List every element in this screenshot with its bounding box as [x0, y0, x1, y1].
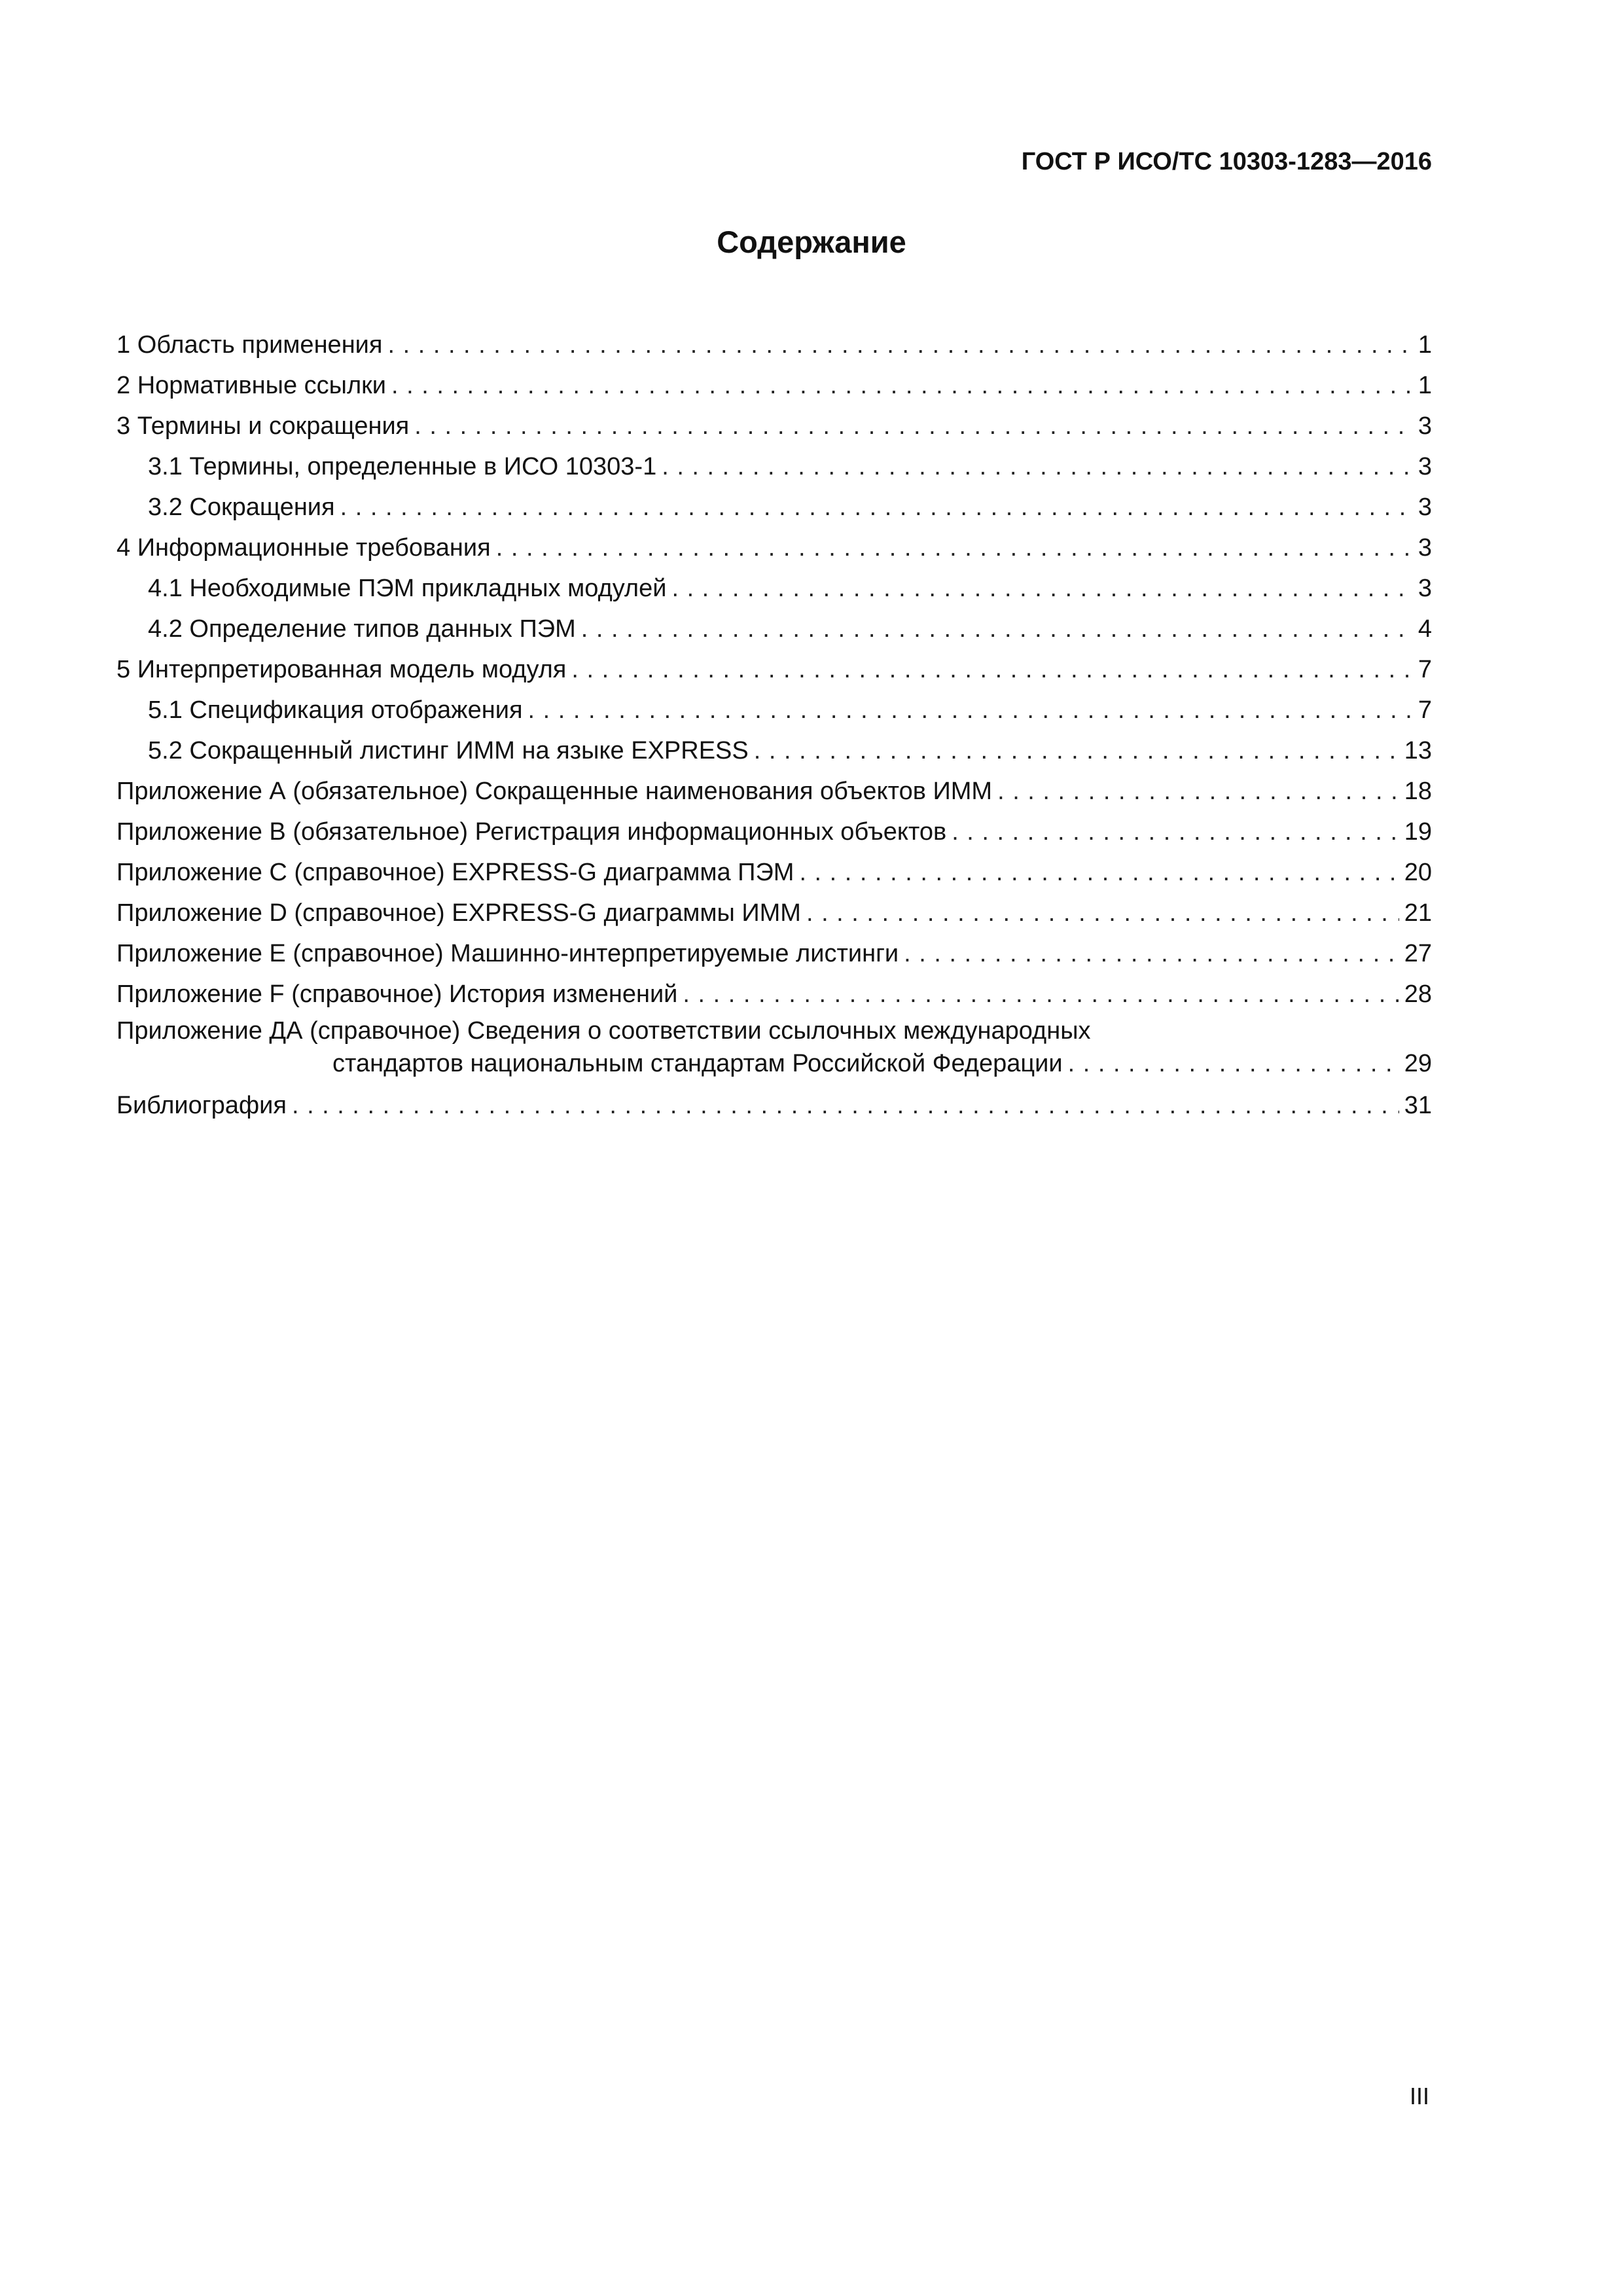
- toc-entry-label-line1: Приложение ДА (справочное) Сведения о соответствии ссылочных международных: [116, 1017, 1091, 1045]
- toc-entry[interactable]: [116, 730, 1432, 771]
- toc-entry-label: Библиография: [116, 1092, 287, 1119]
- toc-entry-page: 20: [1404, 859, 1432, 886]
- toc-dot-leader: [683, 974, 1399, 1014]
- toc-dot-leader: [997, 771, 1399, 812]
- toc-entry-label: Приложение F (справочное) История изменений: [116, 980, 678, 1008]
- toc-dot-leader: [754, 730, 1399, 771]
- toc-entry-page: 21: [1404, 899, 1432, 927]
- toc-entry-page: 3: [1418, 534, 1432, 562]
- page-title: Содержание: [717, 224, 906, 259]
- toc-entry[interactable]: [116, 446, 1432, 487]
- toc-entry-label: 2 Нормативные ссылки: [116, 372, 386, 399]
- toc-entry-label: 5 Интерпретированная модель модуля: [116, 656, 567, 683]
- toc-entry-label: 5.1 Спецификация отображения: [148, 696, 523, 724]
- toc-entry[interactable]: [116, 487, 1432, 528]
- toc-entry-page: 1: [1418, 331, 1432, 359]
- toc-entry-label: 3 Термины и сокращения: [116, 412, 410, 440]
- toc-dot-leader: [662, 446, 1413, 487]
- toc-entry[interactable]: [116, 568, 1432, 609]
- toc-entry-page: 19: [1404, 818, 1432, 846]
- toc-entry-page: 7: [1418, 656, 1432, 683]
- toc-entry-page: 18: [1404, 778, 1432, 805]
- page-number: III: [1409, 2083, 1429, 2109]
- toc-entry-label-line2: стандартов национальным стандартам Российской Федерации: [332, 1050, 1063, 1077]
- toc-dot-leader: [571, 649, 1413, 690]
- toc-dot-leader: [671, 568, 1412, 609]
- toc-entry-label: 3.1 Термины, определенные в ИСО 10303-1: [148, 453, 657, 480]
- toc-entry-page: 31: [1404, 1092, 1432, 1119]
- table-of-contents: [116, 325, 1432, 1126]
- toc-dot-leader: [414, 406, 1413, 446]
- toc-entry[interactable]: [116, 974, 1432, 1014]
- toc-entry-page: 1: [1418, 372, 1432, 399]
- toc-entry-page: 4: [1418, 615, 1432, 643]
- toc-entry-label: Приложение А (обязательное) Сокращенные наименования объектов ИММ: [116, 778, 993, 805]
- toc-entry[interactable]: [116, 649, 1432, 690]
- toc-entry-label: Приложение D (справочное) EXPRESS-G диаграммы ИММ: [116, 899, 801, 927]
- toc-dot-leader: [292, 1085, 1399, 1126]
- toc-entry-page: 29: [1404, 1050, 1432, 1077]
- toc-entry[interactable]: [116, 406, 1432, 446]
- toc-entry[interactable]: [116, 852, 1432, 893]
- toc-entry[interactable]: [116, 771, 1432, 812]
- toc-entry[interactable]: [116, 528, 1432, 568]
- toc-entry[interactable]: [116, 609, 1432, 649]
- toc-dot-leader: [391, 365, 1413, 406]
- toc-entry-page: 13: [1404, 737, 1432, 764]
- toc-entry-page: 3: [1418, 575, 1432, 602]
- toc-dot-leader: [806, 893, 1399, 933]
- toc-entry-page: 3: [1418, 493, 1432, 521]
- toc-entry[interactable]: [116, 690, 1432, 730]
- toc-entry-label: 5.2 Сокращенный листинг ИММ на языке EXPRESS: [148, 737, 749, 764]
- toc-dot-leader: [496, 528, 1413, 568]
- document-code-header: ГОСТ Р ИСО/ТС 10303-1283—2016: [1021, 148, 1432, 175]
- toc-entry-label: Приложение С (справочное) EXPRESS-G диаграмма ПЭМ: [116, 859, 794, 886]
- toc-entry-page: 3: [1418, 412, 1432, 440]
- toc-entry[interactable]: [116, 365, 1432, 406]
- toc-dot-leader: [528, 690, 1413, 730]
- toc-dot-leader: [581, 609, 1413, 649]
- toc-dot-leader: [904, 933, 1399, 974]
- toc-entry-label: 1 Область применения: [116, 331, 383, 359]
- toc-entry[interactable]: [116, 812, 1432, 852]
- toc-entry-label: Приложение В (обязательное) Регистрация информационных объектов: [116, 818, 947, 846]
- toc-dot-leader: [340, 487, 1413, 528]
- toc-entry-label: Приложение E (справочное) Машинно-интерпретируемые листинги: [116, 940, 899, 967]
- toc-entry[interactable]: [116, 1085, 1432, 1126]
- toc-entry-label: 4 Информационные требования: [116, 534, 491, 562]
- toc-entry-label: 4.1 Необходимые ПЭМ прикладных модулей: [148, 575, 667, 602]
- toc-entry[interactable]: [116, 933, 1432, 974]
- toc-entry-page: 27: [1404, 940, 1432, 967]
- toc-dot-leader: [799, 852, 1399, 893]
- toc-entry-multiline[interactable]: [116, 1014, 1432, 1085]
- toc-entry-page: 28: [1404, 980, 1432, 1008]
- toc-dot-leader: [952, 812, 1399, 852]
- toc-entry[interactable]: [116, 893, 1432, 933]
- toc-dot-leader: [1068, 1047, 1399, 1080]
- toc-entry-page: 3: [1418, 453, 1432, 480]
- toc-entry-label: 3.2 Сокращения: [148, 493, 335, 521]
- toc-dot-leader: [387, 325, 1412, 365]
- toc-entry-page: 7: [1418, 696, 1432, 724]
- toc-entry-label: 4.2 Определение типов данных ПЭМ: [148, 615, 576, 643]
- toc-entry[interactable]: [116, 325, 1432, 365]
